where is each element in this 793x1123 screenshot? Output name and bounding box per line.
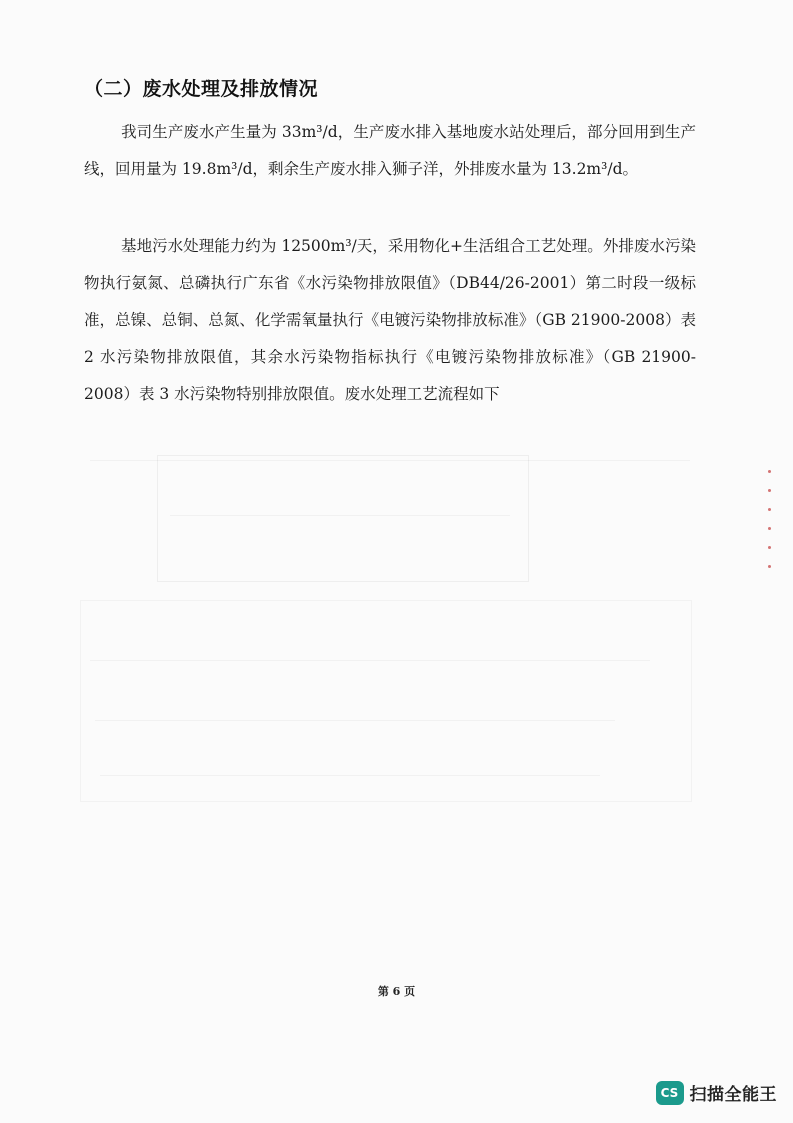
paragraph-treatment-standards (84, 228, 696, 413)
scan-edge-marks (767, 470, 773, 600)
paragraph-text: 基地污水处理能力约为 12500m³/天，采用物化+生活组合工艺处理。外排废水污染物执行氨氮、总磷执行广东省《水污染物排放限值》（DB44/26-2001）第二时段一级标准，总镍、总铜、总氮、化学需氧量执行《电镀污染物排放标准》（GB 21900-2008）表 2 水污染物排放限值，其余水污染物指标执行《电镀污染物排放标准》（GB 21900-2008）表 3 水污染物特别排放限值。废水处理工艺流程如下 (84, 237, 696, 403)
paragraph-wastewater-volume (84, 114, 696, 188)
section-heading: （二）废水处理及排放情况 (84, 78, 319, 100)
scan-mark (768, 489, 771, 492)
camscanner-logo-icon: CS (656, 1081, 684, 1105)
bleed-through-line (100, 775, 600, 776)
scanner-app-name: 扫描全能王 (689, 1085, 777, 1105)
bleed-through-line (170, 515, 510, 516)
scanner-watermark (656, 1080, 778, 1105)
scan-mark (768, 470, 771, 473)
page-number: 第 6 页 (377, 985, 416, 998)
bleed-through-box (80, 600, 692, 802)
bleed-through-line (90, 660, 650, 661)
scan-mark (768, 546, 771, 549)
scan-mark (768, 508, 771, 511)
bleed-through-line (90, 460, 690, 461)
paragraph-text: 我司生产废水产生量为 33m³/d，生产废水排入基地废水站处理后，部分回用到生产线，回用量为 19.8m³/d，剩余生产废水排入狮子洋，外排废水量为 13.2m³/d。 (84, 123, 696, 178)
scan-mark (768, 527, 771, 530)
bleed-through-box (157, 455, 529, 582)
scan-mark (768, 565, 771, 568)
bleed-through-line (95, 720, 615, 721)
